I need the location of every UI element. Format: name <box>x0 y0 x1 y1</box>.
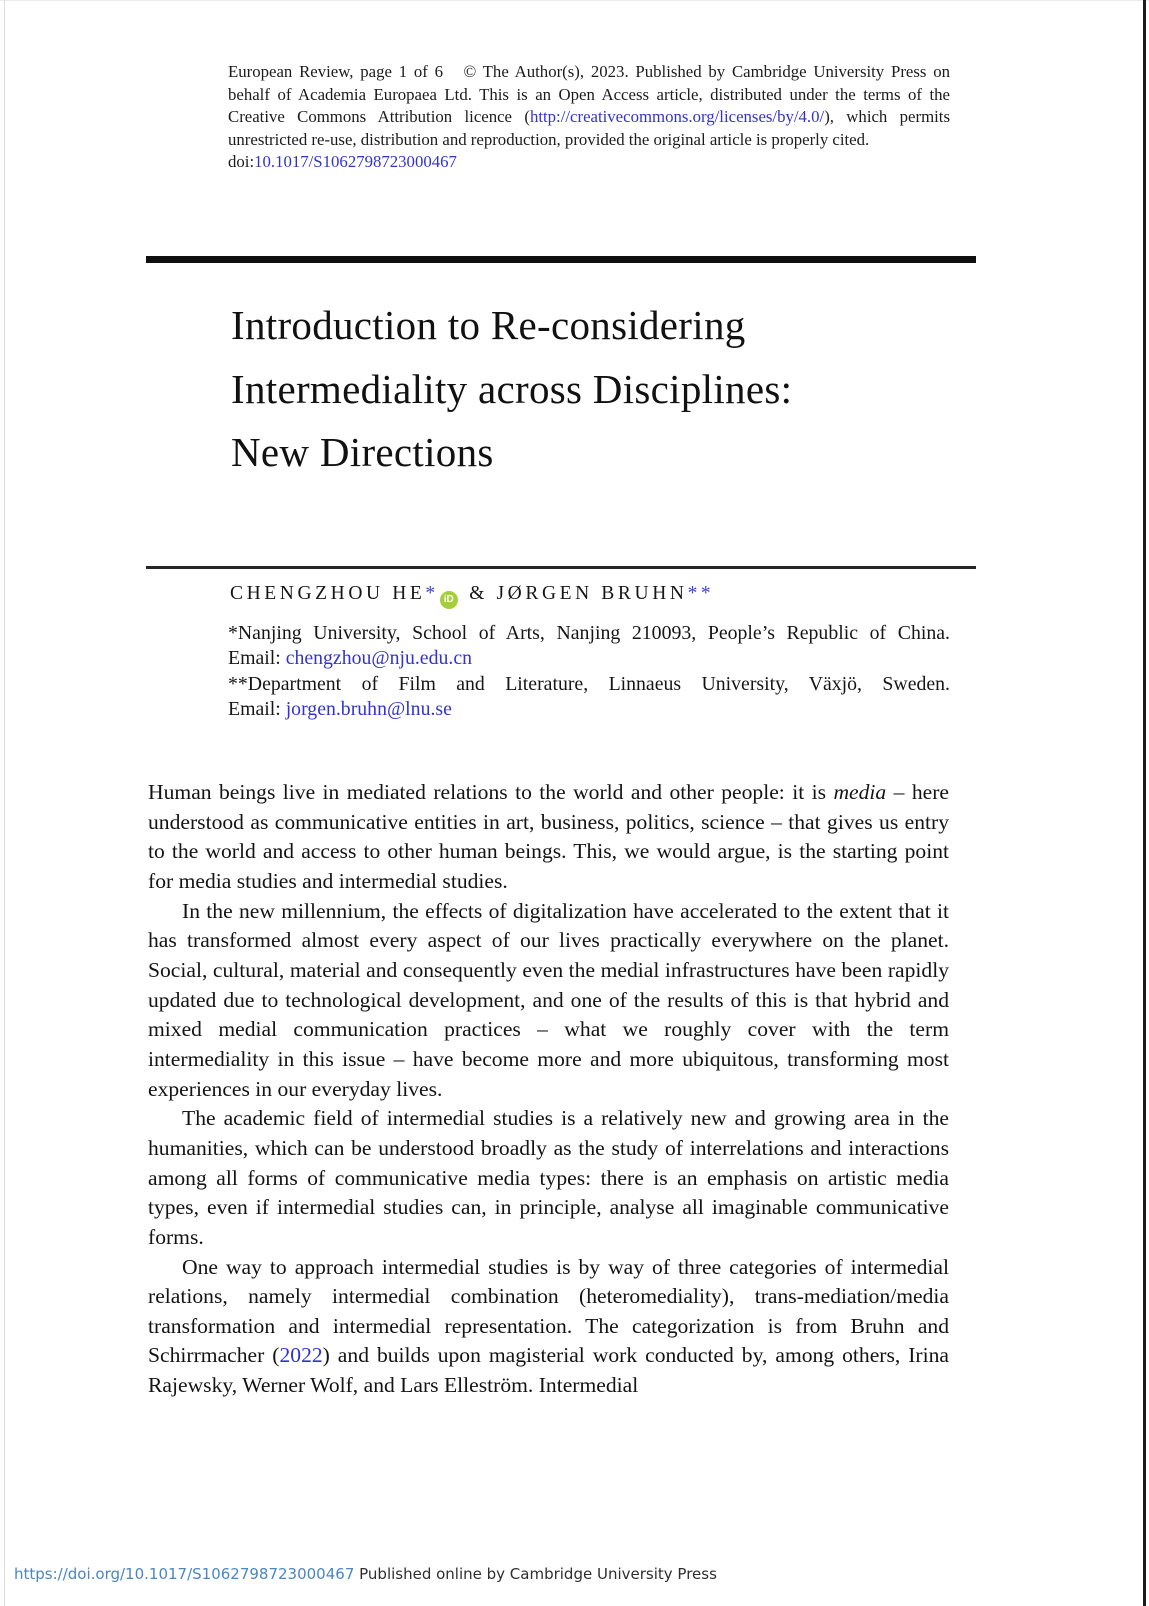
text-segment: – here understood as communicative entities in art, business, politics, science – that gives us entry to the world and access to other human beings. This, we would argue, is the starting point for media studies and intermedial studies. <box>148 780 949 893</box>
journal-copyright-note <box>228 61 950 152</box>
affiliations-block <box>228 621 950 723</box>
footer-published-text: Published online by Cambridge University Press <box>354 1565 717 1583</box>
inline-link[interactable]: http://creativecommons.org/licenses/by/4.0/ <box>529 107 825 127</box>
inline-link[interactable]: 2022 <box>279 1343 323 1368</box>
title-top-rule <box>146 256 976 263</box>
title-line: Introduction to Re-considering <box>231 302 746 348</box>
body-paragraph <box>148 1253 949 1401</box>
inline-link[interactable]: chengzhou@nju.edu.cn <box>285 647 472 670</box>
text-segment: One way to approach intermedial studies is by way of three categories of intermedial relations, namely intermedial combination (heteromediality), trans-mediation/media transformation and intermedial representation. The categorization is from Bruhn and Schirrmacher ( <box>148 1254 949 1368</box>
text-segment: *Nanjing University, School of Arts, Nanjing 210093, People’s Republic of China. <box>228 622 950 644</box>
page-left-edge <box>4 0 5 1606</box>
body-paragraph <box>148 1104 949 1252</box>
text-segment: Email: <box>228 647 286 670</box>
footer-doi-link[interactable]: https://doi.org/10.1017/S1062798723000467 <box>14 1565 355 1583</box>
author-line <box>230 583 714 609</box>
doi-line <box>228 152 457 172</box>
affiliation-line <box>228 621 950 646</box>
body-paragraph <box>148 778 949 897</box>
doi-prefix: doi: <box>228 152 255 171</box>
orcid-icon[interactable]: iD <box>440 591 458 609</box>
affiliation-line <box>228 697 950 722</box>
text-segment: ) and builds upon magisterial work conducted by, among others, Irina Rajewsky, Werner Wolf, and Lars Elleström. Intermedial <box>148 1343 949 1398</box>
article-title <box>231 294 991 485</box>
text-segment: The academic field of intermedial studies is a relatively new and growing area in the humanities, which can be understood broadly as the study of interrelations and interactions among all forms of communicative media types: there is an emphasis on artistic media types, even if intermedial studies can, in principle, analyse all imaginable communicative forms. <box>148 1106 949 1249</box>
text-segment: In the new millennium, the effects of digitalization have accelerated to the extent that it has transformed almost every aspect of our lives practically everywhere on the planet. Social, cultural, material and consequently even the medial infrastructures have been rapidly updated due to technological development, and one of the results of this is that hybrid and mixed medial communication practices – what we roughly cover with the term intermediality in this issue – have become more and more ubiquitous, transforming most experiences in our everyday lives. <box>148 898 949 1101</box>
text-segment: European Review, page 1 of 6 © The Author(s), 2023. Published by Cambridge University Press on behalf of Academia Europaea Ltd. This is an Open Access article, distributed under the terms of the Creative Commons Attribution licence ( <box>228 62 950 127</box>
text-segment: CHENGZHOU HE <box>230 583 426 604</box>
page-top-edge <box>0 0 1149 1</box>
article-body <box>148 778 949 1401</box>
text-segment: media <box>833 780 887 804</box>
title-line: Intermediality across Disciplines: <box>231 365 793 412</box>
footnote-asterisk: ** <box>687 583 715 604</box>
author-top-rule <box>146 566 976 569</box>
text-segment: Human beings live in mediated relations to the world and other people: it is <box>148 780 834 804</box>
affiliation-line <box>228 646 950 671</box>
page-right-edge <box>1143 0 1146 1606</box>
doi-link[interactable]: 10.1017/S1062798723000467 <box>254 152 457 171</box>
text-segment: **Department of Film and Literature, Linnaeus University, Växjö, Sweden. <box>228 672 950 695</box>
inline-link[interactable]: jorgen.bruhn@lnu.se <box>285 698 452 721</box>
body-paragraph <box>148 897 949 1105</box>
affiliation-line <box>228 672 950 697</box>
text-segment: ), which permits unrestricted re-use, distribution and reproduction, provided the original article is properly cited. <box>228 107 950 150</box>
text-segment: & JØRGEN BRUHN <box>460 583 688 604</box>
footnote-asterisk: * <box>425 583 439 604</box>
page-footer <box>14 1565 717 1583</box>
text-segment: Email: <box>228 698 286 721</box>
title-line: New Directions <box>231 429 494 475</box>
